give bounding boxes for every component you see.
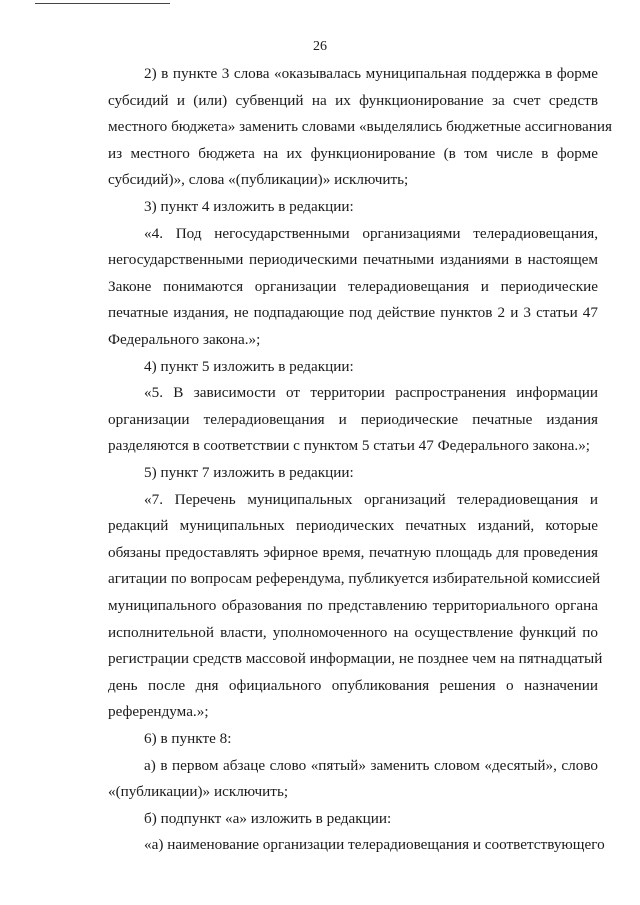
text-line: «а) наименование организации телерадиовещания и соответствующего — [144, 836, 605, 854]
text-line: день после дня официального опубликования решения о назначении — [108, 676, 598, 694]
text-line: агитации по вопросам референдума, публикуется избирательной комиссией — [108, 570, 601, 588]
text-line: 6) в пункте 8: — [144, 730, 232, 747]
text-line: референдума.»; — [108, 703, 209, 721]
text-line: а) в первом абзаце слово «пятый» заменить словом «десятый», слово — [144, 756, 598, 774]
top-rule — [35, 3, 170, 4]
text-line: субсидий и (или) субвенций на их функционирование за счет средств — [108, 91, 598, 109]
text-line: 5) пункт 7 изложить в редакции: — [144, 464, 354, 481]
page-number: 26 — [313, 39, 327, 54]
text-line: 2) в пункте 3 слова «оказывалась муниципальная поддержка в форме — [144, 65, 598, 82]
text-line: разделяются в соответствии с пунктом 5 статьи 47 Федерального закона.»; — [108, 437, 591, 455]
text-line: «5. В зависимости от территории распространения информации — [144, 384, 598, 402]
text-line: негосударственными периодическими печатными изданиями в настоящем — [108, 251, 598, 269]
text-line: редакций муниципальных периодических печатных изданий, которые — [108, 517, 598, 535]
text-line: исполнительной власти, уполномоченного на осуществление функций по — [108, 623, 598, 641]
text-line: «4. Под негосударственными организациями телерадиовещания, — [144, 224, 598, 242]
text-line: «7. Перечень муниципальных организаций телерадиовещания и — [144, 490, 598, 508]
text-line: обязаны предоставлять эфирное время, печатную площадь для проведения — [108, 543, 598, 561]
text-line: регистрации средств массовой информации, не позднее чем на пятнадцатый — [108, 650, 603, 668]
text-line: организации телерадиовещания и периодические печатные издания — [108, 410, 598, 428]
text-line: субсидий)», слова «(публикации)» исключить; — [108, 171, 409, 189]
text-line: 3) пункт 4 изложить в редакции: — [144, 198, 354, 215]
text-line: Законе понимаются организации телерадиовещания и периодические — [108, 277, 598, 295]
text-line: «(публикации)» исключить; — [108, 783, 289, 801]
text-line: печатные издания, не подпадающие под действие пунктов 2 и 3 статьи 47 — [108, 304, 598, 322]
text-line: 4) пункт 5 изложить в редакции: — [144, 357, 354, 375]
text-line: местного бюджета» заменить словами «выделялись бюджетные ассигнования — [108, 118, 612, 136]
text-line: Федерального закона.»; — [108, 331, 261, 348]
text-line: из местного бюджета на их функционирование (в том числе в форме — [108, 144, 598, 162]
text-line: муниципального образования по представлению территориального органа — [108, 597, 598, 614]
text-line: б) подпункт «а» изложить в редакции: — [144, 809, 392, 827]
